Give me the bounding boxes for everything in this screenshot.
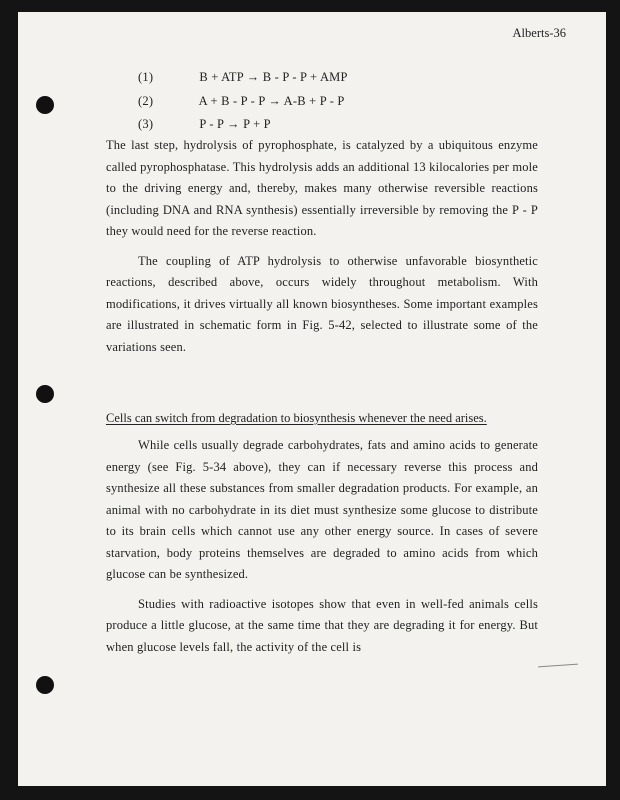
equation-expression: P - P → P + P [199,117,271,131]
binder-hole-bottom [36,676,54,694]
section-heading: Cells can switch from degradation to biosynthesis whenever the need arises. [106,411,487,425]
binder-hole-middle [36,385,54,403]
body-text-top [106,135,538,366]
paragraph-isotopes: Studies with radioactive isotopes show that even in well-fed animals cells produce a little glucose, at the same time that they are degrading it for energy. But when glucose levels fall, the activity of the cell is [106,596,538,654]
equation-expression: B + ATP → B - P - P + AMP [199,70,348,84]
equation-1 [138,70,348,85]
paragraph-atp-coupling: The coupling of ATP hydrolysis to otherwise unfavorable biosynthetic reactions, described above, occurs widely throughout metabolism. With modifications, it drives virtually all known biosyntheses. Some important examples are illustrated in schematic form in Fig. 5-42, selected to illustrate some of the variations seen. [106,253,538,354]
binder-hole-top [36,96,54,114]
equation-2 [138,94,345,109]
body-text-bottom [106,435,538,666]
equation-number: (3) [138,117,154,131]
paragraph-degradation: While cells usually degrade carbohydrates, fats and amino acids to generate energy (see Fig. 5-34 above), they can if necessary reverse this process and synthesize all these substances from smaller degradation products. For example, an animal with no carbohydrate in its diet must synthesize some glucose to distribute to its brain cells which cannot use any other energy source. In cases of severe starvation, body proteins themselves are degraded to amino acids from which glucose can be synthesized. [106,438,538,581]
equation-number: (1) [138,70,154,84]
page-header: Alberts-36 [512,26,566,40]
equation-number: (2) [138,94,154,108]
equation-expression: A + B - P - P → A-B + P - P [198,94,345,108]
document-page [18,12,606,786]
margin-pencil-mark [538,664,578,668]
paragraph-pyrophosphatase: The last step, hydrolysis of pyrophosphate, is catalyzed by a ubiquitous enzyme called pyrophosphatase. This hydrolysis adds an additional 13 kilocalories per mole to the driving energy and, thereby, makes many otherwise reversible reactions (including DNA and RNA synthesis) essentially irreversible by removing the P - P they would need for the reverse reaction. [106,138,538,238]
equation-3 [138,117,271,132]
